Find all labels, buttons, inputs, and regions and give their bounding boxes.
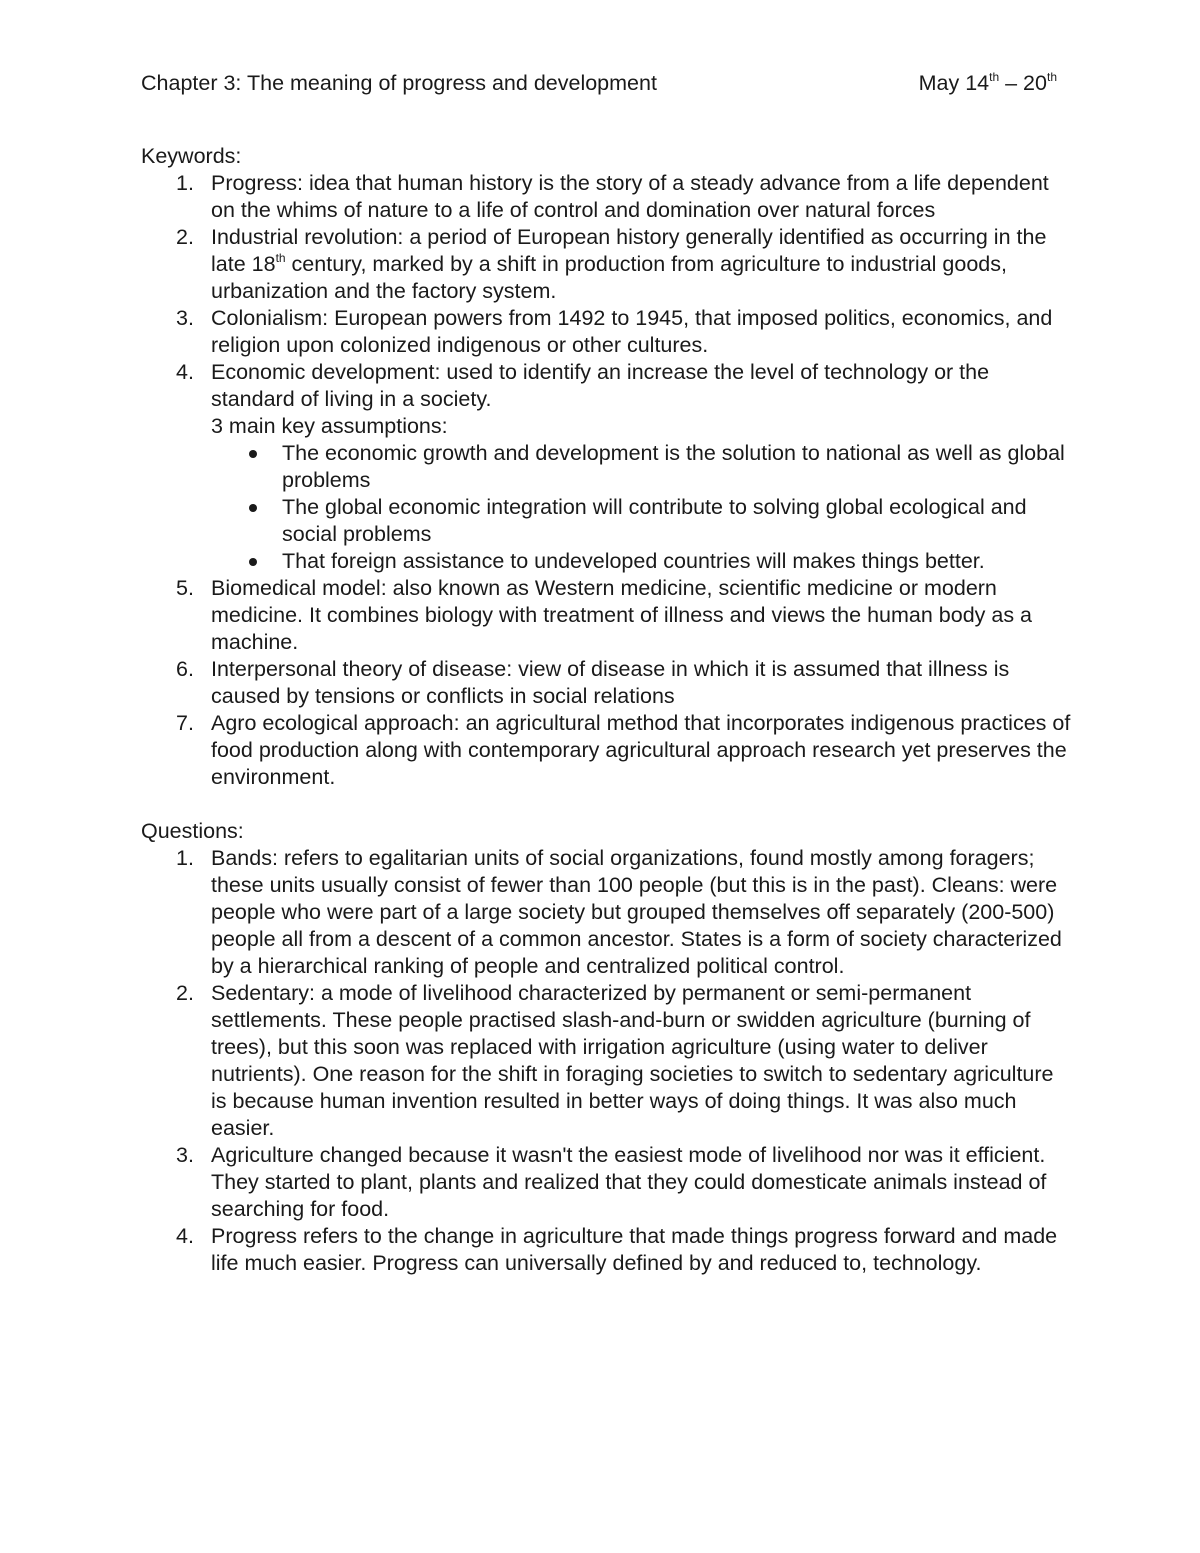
keywords-list bbox=[141, 170, 1071, 791]
bullet-icon bbox=[249, 450, 257, 458]
date-end-suffix: th bbox=[1046, 69, 1057, 84]
item-number: 5. bbox=[176, 576, 194, 600]
question-text: Bands: refers to egalitarian units of social organizations, found mostly among foragers; these units usually consist of fewer than 100 people (but this is in the past). Cleans: were people who were part of a large society but grouped themselves off separately (200-500) people all from a descent of a common ancestor. States is a form of society characterized by a hierarchical ranking of people and centralized political control. bbox=[211, 846, 1062, 978]
assumption-item bbox=[211, 548, 1071, 575]
question-item bbox=[141, 845, 1071, 980]
assumption-item bbox=[211, 494, 1071, 548]
assumption-text: The economic growth and development is the solution to national as well as global problems bbox=[282, 441, 1065, 492]
bullet-icon bbox=[249, 558, 257, 566]
item-number: 2. bbox=[176, 981, 194, 1005]
keyword-text: Biomedical model: also known as Western medicine, scientific medicine or modern medicine. It combines biology with treatment of illness and views the human body as a machine. bbox=[211, 576, 1033, 654]
keyword-text: Agro ecological approach: an agricultural method that incorporates indigenous practices of food production along with contemporary agricultural approach research yet preserves the environment. bbox=[211, 711, 1071, 789]
assumption-item bbox=[211, 440, 1071, 494]
questions-heading: Questions: bbox=[141, 819, 244, 843]
question-text: Sedentary: a mode of livelihood characterized by permanent or semi-permanent settlements. These people practised slash-and-burn or swidden agriculture (burning of trees), but this soon was replaced with irrigation agriculture (using water to deliver nutrients). One reason for the shift in foraging societies to switch to sedentary agriculture is because human invention resulted in better ways of doing things. It was also much easier. bbox=[211, 981, 1054, 1140]
keyword-item bbox=[141, 305, 1071, 359]
questions-list bbox=[141, 845, 1071, 1277]
bullet-icon bbox=[249, 504, 257, 512]
date-start-suffix: th bbox=[989, 69, 1000, 84]
item-number: 1. bbox=[176, 846, 194, 870]
keyword-text: Economic development: used to identify an increase the level of technology or the standard of living in a society. bbox=[211, 360, 990, 411]
page-header bbox=[141, 70, 1057, 98]
date-range bbox=[919, 70, 1057, 97]
keyword-item bbox=[141, 170, 1071, 224]
section-spacer bbox=[141, 791, 1071, 818]
keyword-text bbox=[211, 225, 1046, 303]
ordinal-suffix: th bbox=[275, 250, 286, 265]
question-item bbox=[141, 1223, 1071, 1277]
question-text: Agriculture changed because it wasn't the easiest mode of livelihood nor was it efficient. They started to plant, plants and realized that they could domesticate animals instead of searching for food. bbox=[211, 1143, 1047, 1221]
keyword-item bbox=[141, 656, 1071, 710]
assumptions-list bbox=[211, 440, 1071, 575]
chapter-title: Chapter 3: The meaning of progress and development bbox=[141, 71, 657, 95]
keyword-text: Progress: idea that human history is the story of a steady advance from a life dependent on the whims of nature to a life of control and domination over natural forces bbox=[211, 171, 1049, 222]
keyword-text: Colonialism: European powers from 1492 to 1945, that imposed politics, economics, and religion upon colonized indigenous or other cultures. bbox=[211, 306, 1053, 357]
item-number: 2. bbox=[176, 225, 194, 249]
keywords-section bbox=[141, 143, 1071, 791]
assumption-text: That foreign assistance to undeveloped countries will makes things better. bbox=[282, 549, 985, 573]
item-number: 4. bbox=[176, 360, 194, 384]
document-body bbox=[141, 143, 1071, 1277]
assumptions-subheading: 3 main key assumptions: bbox=[211, 414, 448, 438]
questions-section bbox=[141, 818, 1071, 1277]
question-text: Progress refers to the change in agriculture that made things progress forward and made life much easier. Progress can universally defined by and reduced to, technology. bbox=[211, 1224, 1058, 1275]
keywords-heading: Keywords: bbox=[141, 144, 242, 168]
keyword-text-part: century, marked by a shift in production from agriculture to industrial goods, urbanization and the factory system. bbox=[211, 252, 1007, 303]
keyword-item bbox=[141, 224, 1071, 305]
item-number: 7. bbox=[176, 711, 194, 735]
assumption-text: The global economic integration will contribute to solving global ecological and social problems bbox=[282, 495, 1027, 546]
item-number: 4. bbox=[176, 1224, 194, 1248]
item-number: 6. bbox=[176, 657, 194, 681]
item-number: 1. bbox=[176, 171, 194, 195]
item-number: 3. bbox=[176, 306, 194, 330]
keyword-text-part: Industrial revolution: a period of European history generally identified as occurring in the late 18 bbox=[211, 225, 1047, 276]
keyword-item bbox=[141, 710, 1071, 791]
question-item bbox=[141, 980, 1071, 1142]
keyword-text: Interpersonal theory of disease: view of disease in which it is assumed that illness is caused by tensions or conflicts in social relations bbox=[211, 657, 1010, 708]
keyword-item bbox=[141, 575, 1071, 656]
item-number: 3. bbox=[176, 1143, 194, 1167]
question-item bbox=[141, 1142, 1071, 1223]
date-end: – 20 bbox=[999, 71, 1047, 95]
keyword-item bbox=[141, 359, 1071, 575]
date-start: May 14 bbox=[918, 71, 990, 95]
